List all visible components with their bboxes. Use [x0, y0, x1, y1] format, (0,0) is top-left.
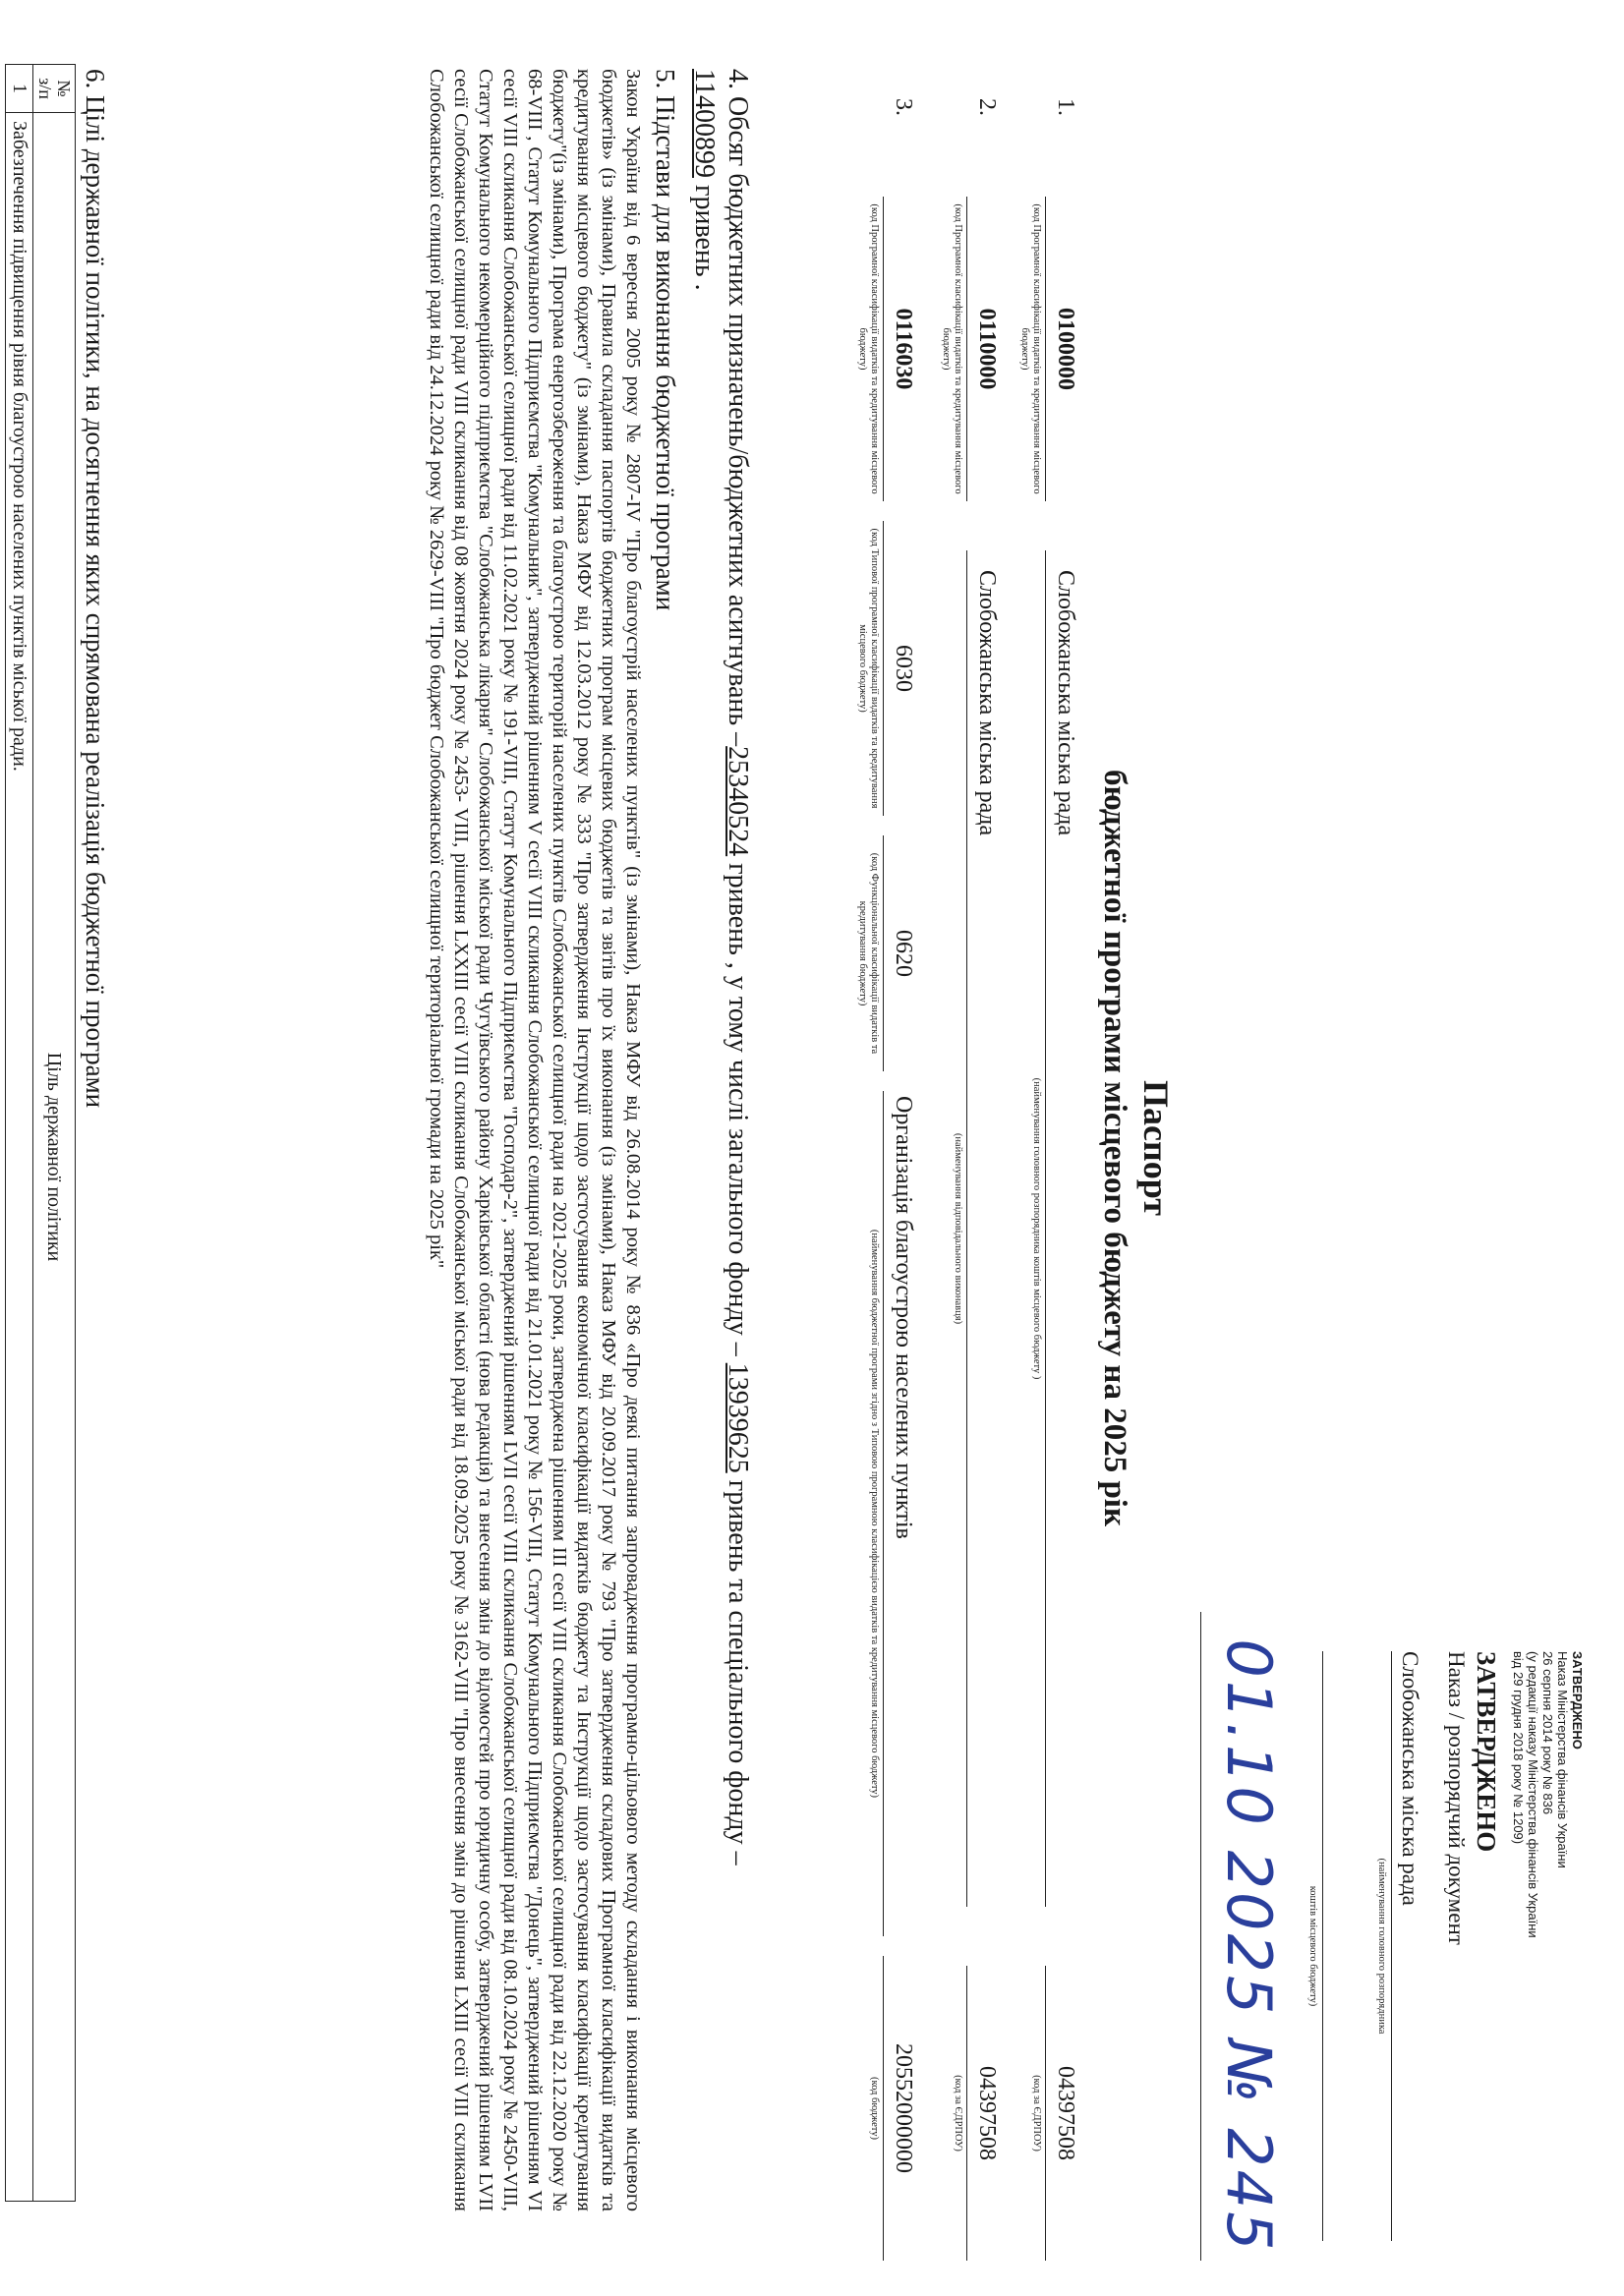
section5-legal-basis-text: Закон України від 6 вересня 2005 року № 2807-IV "Про благоустрій населених пунктів" (із змінами), Наказ МФУ від 26.08.2014 року № 836 «Про деякі питання запровадження програмно-цільового методу складання і виконання місцевого бюджетів» (із змінами), Правила складання паспортів бюджетних програм місцевих бюджетів та звітів про їх виконання (із змінами), Наказ МФУ від 20.09.2017 року № 793 "Про затвердження складових Програмної класифікації видатків та кредитування місцевого бюджету" (із змінами), Наказ МФУ від 12.03.2012 року № 333 "Про затвердження Інструкції щодо застосування економічної класифікації видатків бюджету та Інструкції щодо застосування класифікації кредитування бюджету"(із змінами), Програма енергозбереження та благоустрою територій населених пунктів Слобожанської селищної ради на 2021-2025 роки, затверджена рішенням III сесії VIII скликання Слобожанської селищної ради від 22.12.2020 року № 68-VIII , Статут Комунального Підприємства "Комунальник", затверджений рішенням V сесії VIII скликання Слобожанської селищної ради від 21.01.2021 року № 156-VIII, Статут Комунального Підприємства "Донець", затверджений рішенням VI сесії VIII скликання Слобожанської селищної ради від 11.02.2021 року № 191-VIII, Статут Комунального Підприємства "Господар-2", затверджений рішенням LVII сесії VIII скликання Слобожанської селищної ради від 08.10.2024 року № 2450-VIII, Статут Комунального некомерційного підприємства "Слобожанська лікарня" Слобожанської міської ради Чугуївського району Харківської області (нова редакція) та внесення змін до відомостей про юридичну особу, затверджений рішенням LVII сесії Слобожанської селищної ради VIII скликання від 08 жовтня 2024 року № 2453- VIII, рішення LXXIII сесії VIII скликання Слобожанської міської ради від 18.09.2025 року № 3162-VIII "Про внесення змін до рішення LXIII сесії VIII скликання Слобожанської селищної ради від 24.12.2024 року № 2629-VIII "Про бюджет Слобожанської селищної територіальної громади на 2025 рік": [426, 69, 644, 2211]
row2-code-caption: (код Програмної класифікації видатків та кредитування місцевого бюджету): [941, 203, 963, 494]
row3-fkv-code: 0620: [891, 930, 916, 977]
goals-col-number-line2: з/п: [35, 78, 55, 99]
goals-col-goal: Ціль державної політики: [33, 113, 76, 2202]
section6-heading: 6. Цілі державної політики, на досягнення яких спрямована реалізація бюджетної програми: [81, 69, 110, 1109]
row2-edrpou-caption: (код за ЄДРПОУ): [953, 2075, 963, 2152]
row1-edrpou-caption: (код за ЄДРПОУ): [1031, 2075, 1042, 2152]
section4-budget-volume: [687, 69, 754, 2261]
row3-tpkv-code: 6030: [891, 645, 916, 692]
approval-org-underline: [1391, 1651, 1392, 2241]
page-title: Паспорт: [1136, 1080, 1176, 1216]
row3-program-name: Організація благоустрою населених пунктів: [891, 1096, 916, 1539]
row1-manager-name: Слобожанська міська рада: [1053, 570, 1078, 836]
goal-row-number: 1: [6, 65, 33, 113]
row2-edrpou: 04397508: [974, 2066, 1000, 2160]
row1-code-underline: [1045, 197, 1046, 501]
row3-budget-underline: [883, 1956, 884, 2261]
row3-tpkv-underline: [883, 521, 884, 816]
row3-program-code: 0116030: [891, 308, 916, 390]
row3-budget-caption: (код бюджету): [869, 2077, 880, 2140]
row1-edrpou-underline: [1045, 1966, 1046, 2261]
approval-small-line: від 29 грудня 2018 року № 1209): [1511, 1651, 1526, 1845]
row1-code-caption: (код Програмної класифікації видатків та кредитування місцевого бюджету): [1019, 203, 1042, 494]
row2-code-underline: [966, 197, 967, 501]
row2-number: 2.: [974, 98, 1000, 116]
section4-mid2: гривень та спеціального фонду –: [723, 1472, 753, 1866]
row1-edrpou: 04397508: [1053, 2066, 1078, 2160]
section4-prefix: 4. Обсяг бюджетних призначень/бюджетних асигнувань –: [723, 69, 753, 747]
row3-number: 3.: [891, 98, 916, 116]
approval-small-line: 26 серпня 2014 року № 836: [1540, 1651, 1555, 1815]
approval-org-caption-2: коштів місцевого бюджету): [1307, 1885, 1318, 2007]
row1-name-underline: [1045, 550, 1046, 1907]
row1-number: 1.: [1053, 98, 1078, 116]
goals-col-number: [33, 65, 76, 113]
section4-mid1: гривень , у тому числі загального фонду –: [723, 856, 753, 1363]
handwritten-underline: [1200, 1612, 1201, 2261]
approval-small-heading: ЗАТВЕРДЖЕНО: [1570, 1651, 1585, 1750]
section4-total-amount: 25340524: [723, 746, 753, 857]
row2-name-underline: [966, 550, 967, 1907]
approval-org-caption: (найменування головного розпорядника: [1376, 1858, 1387, 2035]
page-subtitle: бюджетної програми місцевого бюджету на 2025 рік: [1097, 770, 1132, 1526]
row3-name-underline: [883, 1091, 884, 1936]
row1-name-caption: (найменування головного розпорядника коштів місцевого бюджету ): [1031, 1077, 1042, 1380]
row3-code-underline: [883, 197, 884, 501]
row3-name-caption: (найменування бюджетної програми згідно з Типовою програмною класифікацією видатків та кредитування місцевого бюджету): [869, 1229, 880, 1799]
approval-small-line: (у редакції наказу Міністерства фінансів України: [1526, 1651, 1540, 1938]
approval-doc-type: Наказ / розпорядчий документ: [1444, 1651, 1469, 1945]
row3-tpkv-caption: (код Типової програмної класифікації видатків та кредитування місцевого бюджету): [857, 528, 880, 809]
row3-budget-code: 20552000000: [891, 2043, 916, 2173]
row3-code-caption: (код Програмної класифікації видатків та кредитування місцевого бюджету): [857, 203, 880, 494]
section4-special-fund-amount: 11400899: [689, 69, 720, 178]
approval-small-line: Наказ Міністерства фінансів України: [1555, 1651, 1570, 1868]
row3-fkv-caption: (код Функціональної класифікації видатків та кредитування бюджету): [857, 852, 880, 1055]
row2-name-caption: (найменування відповідального виконавця): [953, 1132, 963, 1325]
goals-table: [5, 64, 76, 2202]
table-row: [6, 65, 33, 2202]
row3-fkv-underline: [883, 835, 884, 1071]
section5-heading: 5. Підстави для виконання бюджетної програми: [651, 69, 680, 611]
approval-heading: ЗАТВЕРДЖЕНО: [1472, 1651, 1501, 1853]
approval-stamp: [1511, 1651, 1585, 2241]
goals-col-number-line1: №: [54, 80, 74, 97]
goal-row-text: Забезпечення підвищення рівня благоустрою населених пунктів міської ради.: [6, 113, 33, 2202]
row2-program-code: 0110000: [974, 308, 1000, 390]
handwritten-date-number: 01.10 2025 № 245: [1213, 1638, 1285, 2254]
goals-table-header: [33, 65, 76, 2202]
approval-org: Слобожанська міська рада: [1398, 1651, 1422, 1906]
row2-executor-name: Слобожанська міська рада: [974, 570, 1000, 836]
section4-suffix: гривень .: [689, 177, 720, 291]
section4-general-fund-amount: 13939625: [723, 1362, 753, 1473]
approval-caption-underline: [1322, 1651, 1323, 2241]
row1-program-code: 0100000: [1053, 308, 1078, 390]
row2-edrpou-underline: [966, 1966, 967, 2261]
